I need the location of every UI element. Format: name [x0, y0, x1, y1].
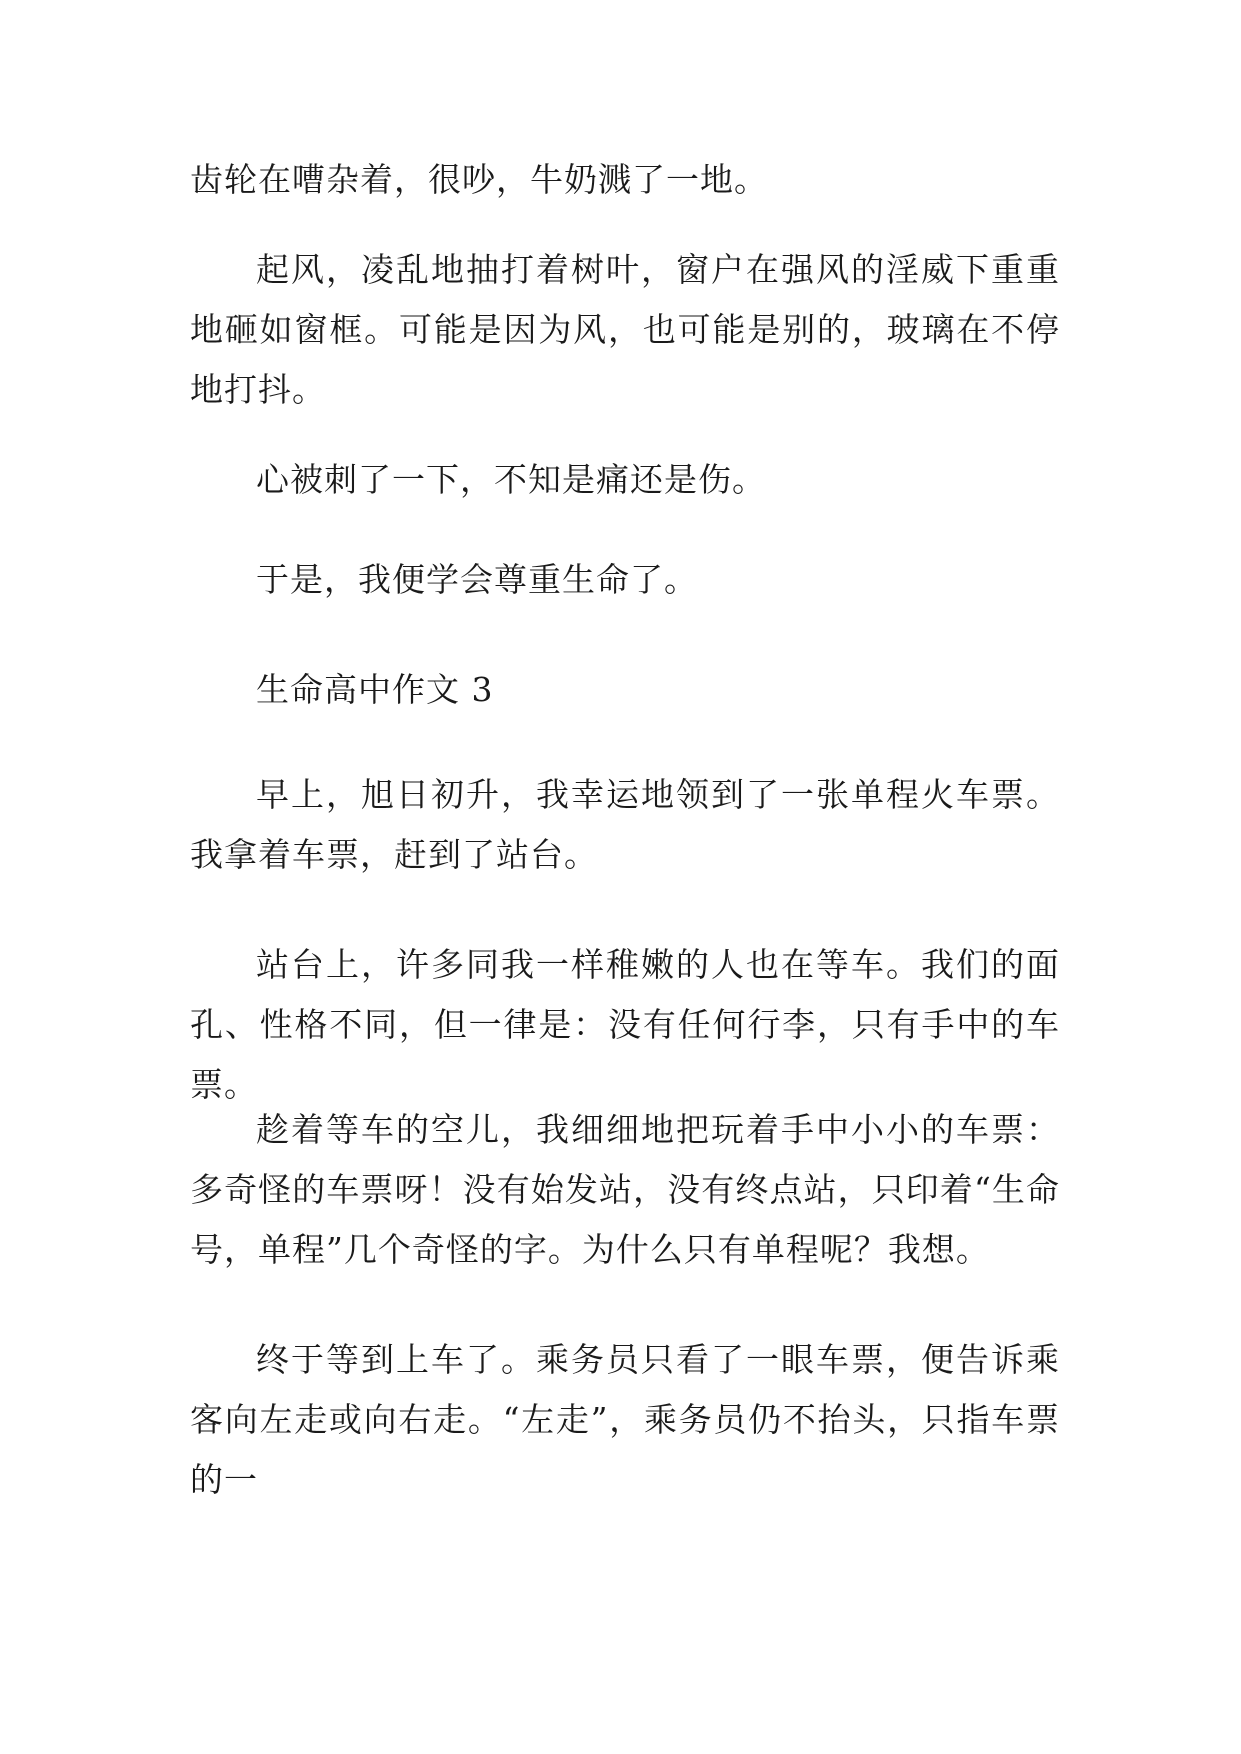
paragraph-wind: 起风，凌乱地抽打着树叶，窗户在强风的淫威下重重地砸如窗框。可能是因为风，也可能是别的，玻璃在不停地打抖。	[190, 250, 1060, 409]
paragraph-platform: 站台上，许多同我一样稚嫩的人也在等车。我们的面孔、性格不同，但一律是：没有任何行李，只有手中的车票。	[190, 945, 1060, 1104]
paragraph-boarding: 终于等到上车了。乘务员只看了一眼车票，便告诉乘客向左走或向右走。“左走”，乘务员仍不抬头，只指车票的一	[190, 1340, 1060, 1499]
paragraph-strange-ticket: 趁着等车的空儿，我细细地把玩着手中小小的车票：多奇怪的车票呀！没有始发站，没有终点站，只印着“生命号，单程”几个奇怪的字。为什么只有单程呢？我想。	[190, 1110, 1060, 1269]
paragraph-continued: 齿轮在嘈杂着，很吵，牛奶溅了一地。	[190, 160, 768, 199]
paragraph-respect-life: 于是，我便学会尊重生命了。	[256, 560, 698, 599]
paragraph-heart: 心被刺了一下，不知是痛还是伤。	[256, 460, 766, 499]
paragraph-morning-ticket: 早上，旭日初升，我幸运地领到了一张单程火车票。我拿着车票，赶到了站台。	[190, 775, 1060, 874]
section-heading: 生命高中作文 3	[256, 670, 494, 709]
